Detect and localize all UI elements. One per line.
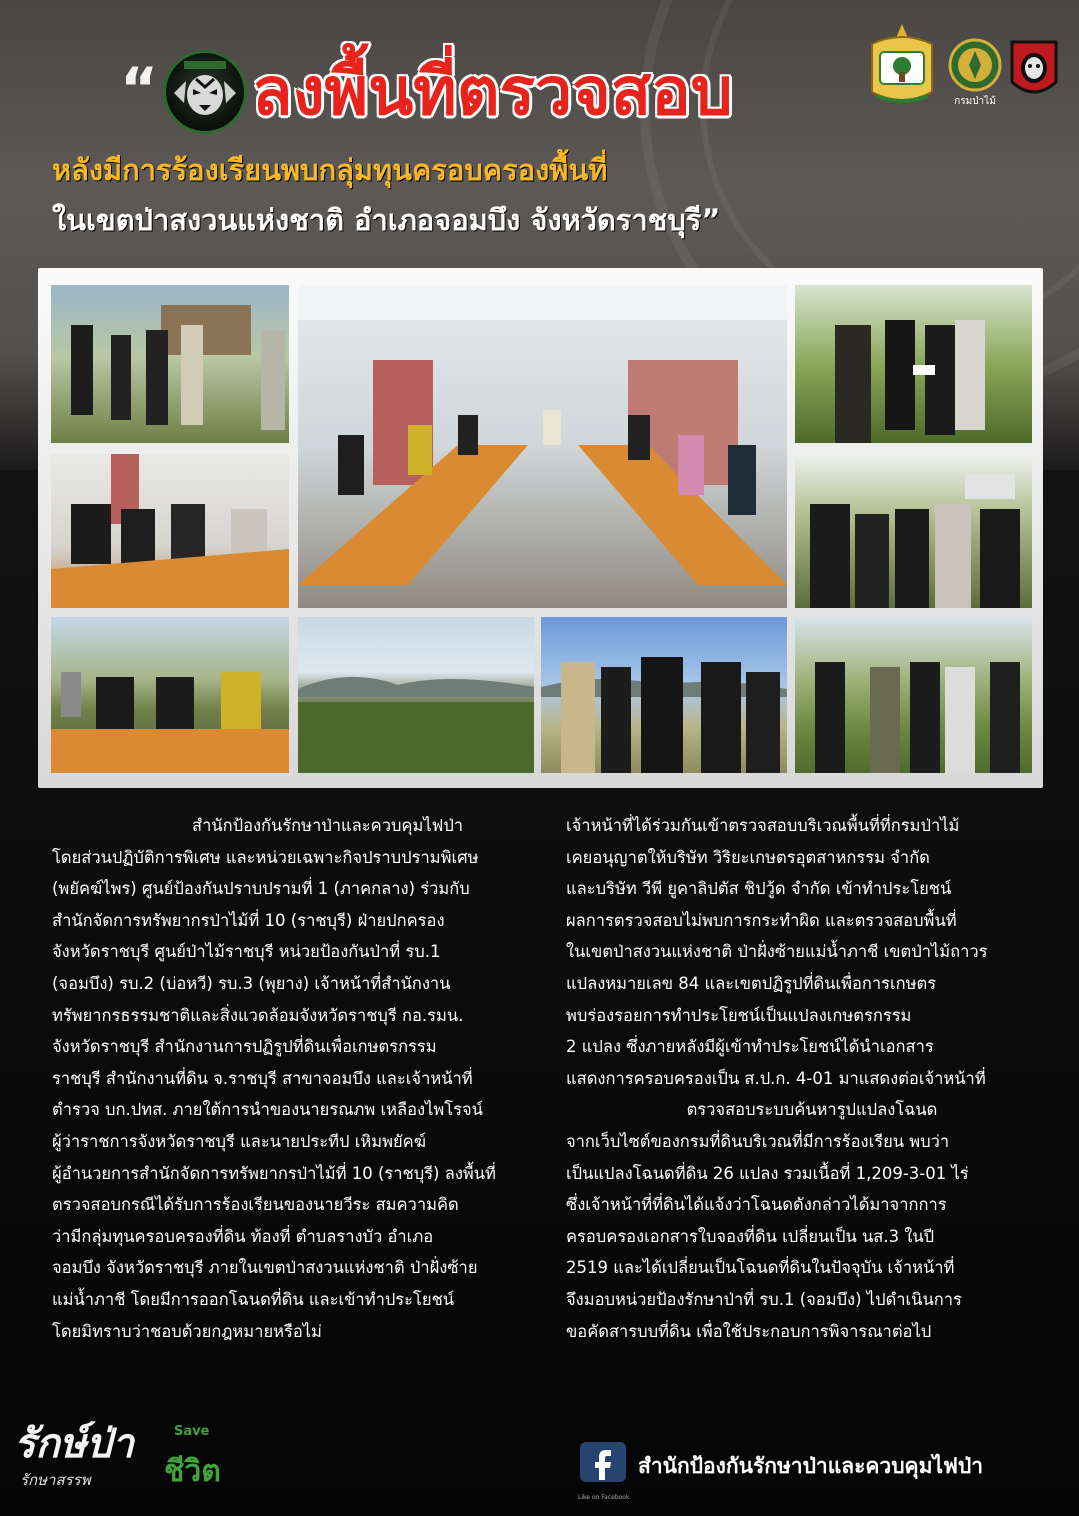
photo-field-interview xyxy=(51,285,289,443)
photo-document-check xyxy=(795,285,1032,443)
body-right-column xyxy=(566,810,1058,1347)
body-line: ในเขตป่าสงวนแห่งชาติ ป่าฝั่งซ้ายแม่น้ำภาชี เขตป่าไม้ถาวร xyxy=(566,942,988,962)
photo-collage xyxy=(38,268,1043,788)
quote-mark: “ xyxy=(120,55,159,123)
royal-forest-department-seal-icon xyxy=(948,38,1002,107)
body-line: ผู้ว่าราชการจังหวัดราชบุรี และนายประทีป เหิมพยัคฆ์ xyxy=(52,1131,426,1151)
body-line: (พยัคฆ์ไพร) ศูนย์ป้องกันปราบปรามที่ 1 (ภาคกลาง) ร่วมกับ xyxy=(52,879,470,899)
body-line: ซึ่งเจ้าหน้าที่ที่ดินได้แจ้งว่าโฉนดดังกล่าวได้มาจากการ xyxy=(566,1195,947,1215)
body-line: ตรวจสอบระบบค้นหารูปแปลงโฉนด xyxy=(686,1100,938,1120)
body-line: 2519 และได้เปลี่ยนเป็นโฉนดที่ดินในปัจจุบัน เจ้าหน้าที่ xyxy=(566,1258,955,1278)
body-line: ราชบุรี สำนักงานที่ดิน จ.ราชบุรี สาขาจอมบึง และเจ้าหน้าที่ xyxy=(52,1068,473,1088)
body-line: 2 แปลง ซึ่งภายหลังมีผู้เข้าทำประโยชน์ได้นำเอกสาร xyxy=(566,1037,934,1057)
facebook-icon[interactable] xyxy=(578,1440,630,1501)
body-line: ว่ามีกลุ่มทุนครอบครองที่ดิน ท้องที่ ตำบลรางบัว อำเภอ xyxy=(52,1226,434,1246)
body-line: ผลการตรวจสอบไม่พบการกระทำผิด และตรวจสอบพื้นที่ xyxy=(566,910,957,930)
body-line: ตรวจสอบกรณีได้รับการร้องเรียนของนายวีระ สมความคิด xyxy=(52,1195,459,1215)
brand-save-text: Save xyxy=(174,1424,210,1439)
headline: ลงพื้นที่ตรวจสอบ xyxy=(252,53,733,130)
photo-cassava-field xyxy=(298,617,534,773)
forest-department-emblem-icon xyxy=(862,22,942,110)
photo-table-discussion xyxy=(51,454,289,608)
photo-officers-field xyxy=(541,617,787,773)
subtitle-line-1: หลังมีการร้องเรียนพบกลุ่มทุนครอบครองพื้นที่ xyxy=(52,153,608,187)
body-line: จังหวัดราชบุรี ศูนย์ป่าไม้ราชบุรี หน่วยป้องกันป่าที่ รบ.1 xyxy=(52,942,441,962)
body-line: เป็นแปลงโฉนดที่ดิน 26 แปลง รวมเนื้อที่ 1,209-3-01 ไร่ xyxy=(566,1163,969,1183)
photo-meeting-room xyxy=(298,285,787,608)
body-line: ขอคัดสารบบที่ดิน เพื่อใช้ประกอบการพิจารณาต่อไป xyxy=(566,1321,932,1341)
save-forest-logo xyxy=(14,1420,254,1500)
brand-sub-text: รักษาสรรพ xyxy=(20,1471,91,1489)
organization-name: สำนักป้องกันรักษาป่าและควบคุมไฟป่า xyxy=(638,1454,983,1478)
body-line: ครอบครองเอกสารใบจองที่ดิน เปลี่ยนเป็น นส.3 ในปี xyxy=(566,1226,935,1246)
logo-caption: กรมป่าไม้ xyxy=(954,96,996,107)
body-line: สำนักป้องกันรักษาป่าและควบคุมไฟป่า xyxy=(192,816,464,835)
body-line: โดยส่วนปฏิบัติการพิเศษ และหน่วยเฉพาะกิจปราบปรามพิเศษ xyxy=(52,847,479,867)
subtitle-line-2: ในเขตป่าสงวนแห่งชาติ อำเภอจอมบึง จังหวัดราชบุรี” xyxy=(52,203,721,237)
body-line: จังหวัดราชบุรี สำนักงานการปฏิรูปที่ดินเพื่อเกษตรกรรม xyxy=(52,1037,437,1057)
brand-life-text: ชีวิต xyxy=(164,1454,221,1489)
photo-survey-walk xyxy=(795,617,1032,773)
body-line: ตำรวจ บก.ปทส. ภายใต้การนำของนายรณภพ เหลืองไพโรจน์ xyxy=(52,1100,483,1120)
body-line: จากเว็บไซต์ของกรมที่ดินบริเวณที่มีการร้องเรียน พบว่า xyxy=(566,1131,950,1151)
photo-outdoor-table xyxy=(51,617,289,773)
tiger-unit-badge-icon xyxy=(1008,38,1060,104)
body-line: เจ้าหน้าที่ได้ร่วมกันเข้าตรวจสอบบริเวณพื้นที่ที่กรมป่าไม้ xyxy=(566,816,960,835)
body-line: แสดงการครอบครองเป็น ส.ป.ก. 4-01 มาแสดงต่อเจ้าหน้าที่ xyxy=(566,1068,986,1088)
body-line: และบริษัท วีพี ยูคาลิปตัส ชิปวู้ด จำกัด เข้าทำประโยชน์ xyxy=(566,879,952,899)
body-line: (จอมบึง) รบ.2 (บ่อหวี) รบ.3 (พุยาง) เจ้าหน้าที่สำนักงาน xyxy=(52,973,451,993)
body-line: ผู้อำนวยการสำนักจัดการทรัพยากรป่าไม้ที่ 10 (ราชบุรี) ลงพื้นที่ xyxy=(52,1163,496,1183)
brand-main-text: รักษ์ป่า xyxy=(14,1421,134,1467)
body-line: เคยอนุญาตให้บริษัท วิริยะเกษตรอุตสาหกรรม จำกัด xyxy=(566,847,930,867)
facebook-caption: Like on Facebook xyxy=(578,1494,630,1501)
photo-group-field-meeting xyxy=(795,454,1032,608)
body-line: จอมบึง จังหวัดราชบุรี ภายในเขตป่าสงวนแห่งชาติ ป่าฝั่งซ้าย xyxy=(52,1258,478,1278)
body-line: โดยมิทราบว่าชอบด้วยกฎหมายหรือไม่ xyxy=(52,1321,322,1341)
body-line: แปลงหมายเลข 84 และเขตปฏิรูปที่ดินเพื่อการเกษตร xyxy=(566,973,937,993)
body-line: แม่น้ำภาชี โดยมีการออกโฉนดที่ดิน และเข้าทำประโยชน์ xyxy=(52,1289,455,1309)
tiger-unit-emblem-icon xyxy=(163,50,247,134)
body-line: พบร่องรอยการทำประโยชน์เป็นแปลงเกษตรกรรม xyxy=(566,1005,912,1025)
body-line: สำนักจัดการทรัพยากรป่าไม้ที่ 10 (ราชบุรี) ฝ่ายปกครอง xyxy=(52,910,445,930)
body-left-column xyxy=(52,810,544,1347)
body-line: ทรัพยากรธรรมชาติและสิ่งแวดล้อมจังหวัดราชบุรี กอ.รมน. xyxy=(52,1005,464,1025)
body-line: จึงมอบหน่วยป้องรักษาป่าที่ รบ.1 (จอมบึง) ไปดำเนินการ xyxy=(566,1289,962,1309)
